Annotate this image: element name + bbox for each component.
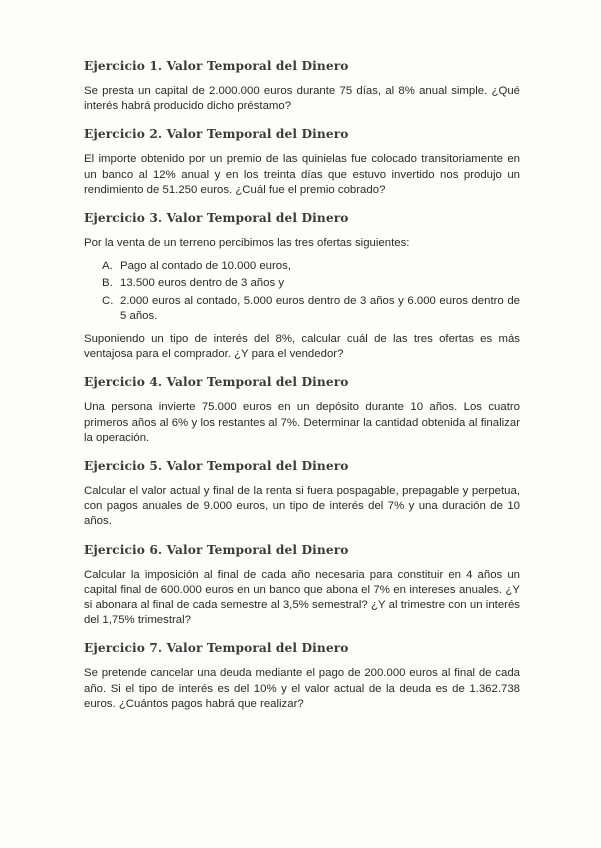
exercise-list: [84, 58, 520, 712]
exercise-statement: Una persona invierte 75.000 euros en un depósito durante 10 años. Los cuatro primeros años al 6% y los restantes al 7%. Determinar la cantidad obtenida al finalizar la operación.: [84, 401, 520, 444]
exercise-5: [84, 458, 520, 530]
exercise-question: Suponiendo un tipo de interés del 8%, calcular cuál de las tres ofertas es más ventajosa para el comprador. ¿Y para el vendedor?: [84, 333, 520, 361]
exercise-intro: Por la venta de un terreno percibimos las tres ofertas siguientes:: [84, 237, 410, 250]
offer-text: 2.000 euros al contado, 5.000 euros dentro de 3 años y 6.000 euros dentro de 5 años.: [120, 294, 520, 322]
exercise-title: Ejercicio 6. Valor Temporal del Dinero: [84, 542, 349, 557]
exercise-4: [84, 374, 520, 446]
exercise-title: Ejercicio 2. Valor Temporal del Dinero: [84, 127, 349, 142]
exercise-statement: Calcular la imposición al final de cada año necesaria para constituir en 4 años un capital final de 600.000 euros en un banco que abona el 7% en intereses anuales. ¿Y si abonara al final de cada semestre al 3,5% semestral? ¿Y al trimestre con un interés del 1,75% trimestral?: [84, 568, 520, 627]
exercise-statement: Calcular el valor actual y final de la renta si fuera pospagable, prepagable y perpetua, con pagos anuales de 9.000 euros, un tipo de interés del 7% y una duración de 10 años.: [84, 485, 520, 528]
offer-item: [84, 276, 520, 291]
exercise-statement: El importe obtenido por un premio de las quinielas fue colocado transitoriamente en un banco al 12% anual y en los treinta días que estuvo invertido nos produjo un rendimiento de 51.250 euros. ¿Cuál fue el premio cobrado?: [84, 153, 520, 196]
exercise-title: Ejercicio 5. Valor Temporal del Dinero: [84, 459, 349, 474]
exercise-title: Ejercicio 1. Valor Temporal del Dinero: [84, 59, 349, 73]
offer-text: 13.500 euros dentro de 3 años y: [120, 277, 285, 290]
exercise-6: [84, 542, 520, 629]
exercise-2: [84, 126, 520, 198]
exercise-7: [84, 640, 520, 712]
exercise-statement: Se pretende cancelar una deuda mediante el pago de 200.000 euros al final de cada año. Si el tipo de interés es del 10% y el valor actual de la deuda es de 1.362.738 euros. ¿Cuántos pagos habrá que realizar?: [84, 667, 520, 710]
exercise-title: Ejercicio 4. Valor Temporal del Dinero: [84, 375, 349, 390]
exercise-statement: Se presta un capital de 2.000.000 euros durante 75 días, al 8% anual simple. ¿Qué interés habrá producido dicho préstamo?: [84, 85, 520, 113]
offer-marker: B.: [102, 277, 113, 290]
offer-list: [84, 259, 520, 324]
exercise-title: Ejercicio 7. Valor Temporal del Dinero: [84, 641, 349, 656]
offer-marker: C.: [102, 294, 114, 307]
offer-text: Pago al contado de 10.000 euros,: [120, 260, 291, 273]
offer-item: [84, 259, 520, 274]
offer-item: [84, 294, 520, 324]
exercise-1: [84, 58, 520, 114]
offer-marker: A.: [102, 260, 113, 273]
exercise-title: Ejercicio 3. Valor Temporal del Dinero: [84, 211, 349, 226]
exercise-3: [84, 210, 520, 362]
